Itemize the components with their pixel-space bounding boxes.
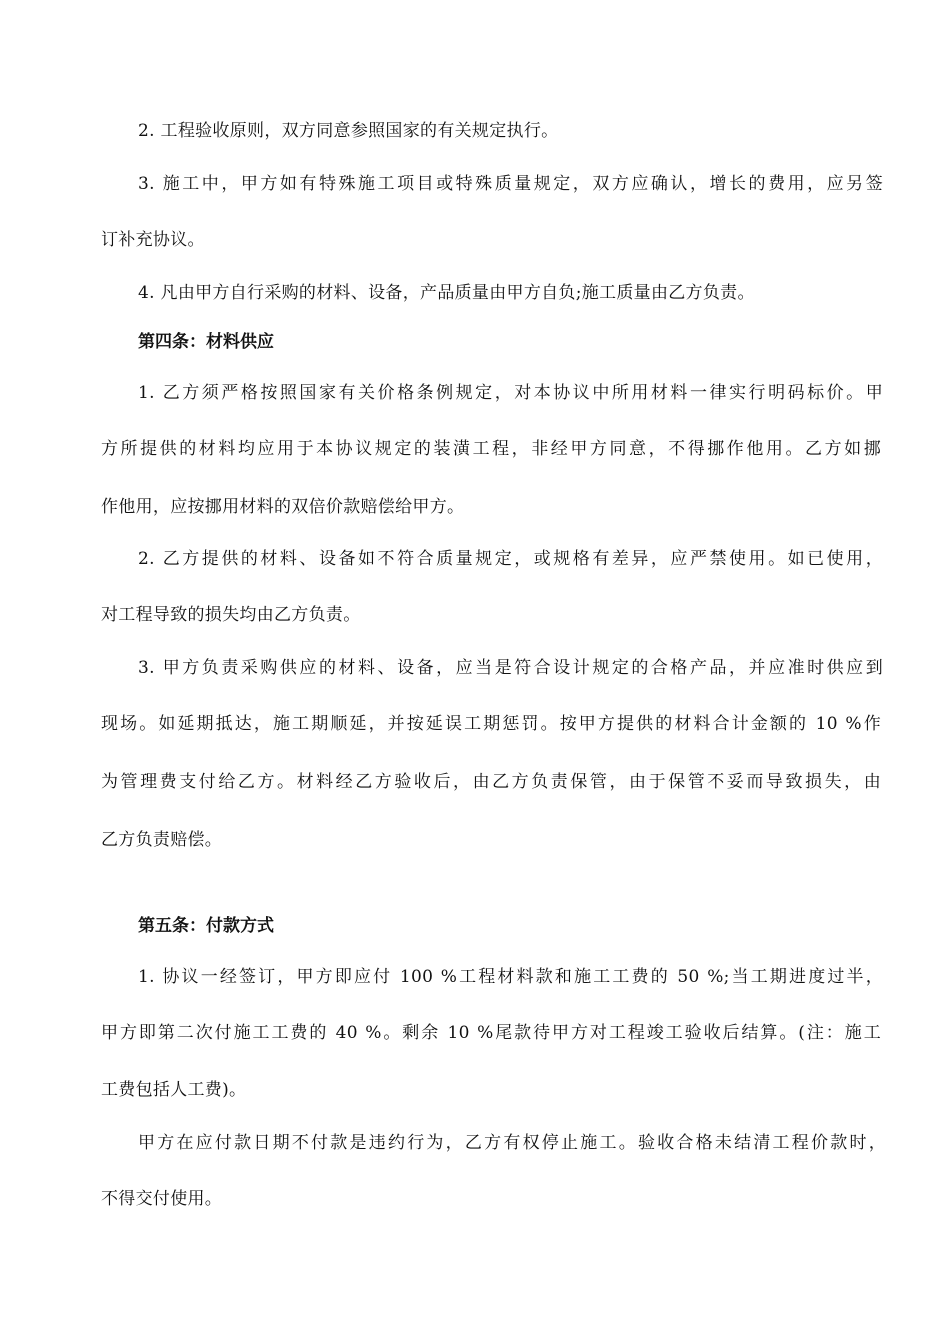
clause-3-3-line-2: 订补充协议。 — [101, 230, 205, 250]
section-5-heading: 第五条：付款方式 — [138, 916, 274, 936]
clause-4-1-line-1: 1. 乙方须严格按照国家有关价格条例规定，对本协议中所用材料一律实行明码标价。甲 — [138, 383, 883, 403]
clause-5-2-line-1: 甲方在应付款日期不付款是违约行为，乙方有权停止施工。验收合格未结清工程价款时， — [138, 1133, 886, 1153]
clause-5-2-line-2: 不得交付使用。 — [101, 1189, 223, 1209]
clause-4-3-line-3: 为管理费支付给乙方。材料经乙方验收后，由乙方负责保管，由于保管不妥而导致损失，由 — [101, 772, 881, 792]
clause-4-1-line-3: 作他用，应按挪用材料的双倍价款赔偿给甲方。 — [101, 497, 465, 517]
section-4-heading: 第四条：材料供应 — [138, 332, 274, 352]
clause-5-1-line-2: 甲方即第二次付施工工费的 40 %。剩余 10 %尾款待甲方对工程竣工验收后结算。(注：施工 — [101, 1023, 881, 1043]
clause-3-3-line-1: 3. 施工中，甲方如有特殊施工项目或特殊质量规定，双方应确认，增长的费用，应另签 — [138, 174, 883, 194]
clause-4-2-line-2: 对工程导致的损失均由乙方负责。 — [101, 605, 361, 625]
clause-5-1-line-1: 1. 协议一经签订，甲方即应付 100 %工程材料款和施工工费的 50 %;当工期进度过半， — [138, 967, 883, 987]
clause-3-4-line-1: 4. 凡由甲方自行采购的材料、设备，产品质量由甲方自负;施工质量由乙方负责。 — [138, 283, 755, 303]
clause-5-1-line-3: 工费包括人工费)。 — [101, 1080, 247, 1100]
clause-4-3-line-1: 3. 甲方负责采购供应的材料、设备，应当是符合设计规定的合格产品，并应准时供应到 — [138, 658, 883, 678]
clause-4-3-line-4: 乙方负责赔偿。 — [101, 830, 223, 850]
clause-3-2-line-1: 2. 工程验收原则，双方同意参照国家的有关规定执行。 — [138, 121, 559, 141]
clause-4-1-line-2: 方所提供的材料均应用于本协议规定的装潢工程，非经甲方同意，不得挪作他用。乙方如挪 — [101, 439, 881, 459]
clause-4-2-line-1: 2. 乙方提供的材料、设备如不符合质量规定，或规格有差异，应严禁使用。如已使用， — [138, 549, 883, 569]
clause-4-3-line-2: 现场。如延期抵达，施工期顺延，并按延误工期惩罚。按甲方提供的材料合计金额的 10 %作 — [101, 714, 881, 734]
